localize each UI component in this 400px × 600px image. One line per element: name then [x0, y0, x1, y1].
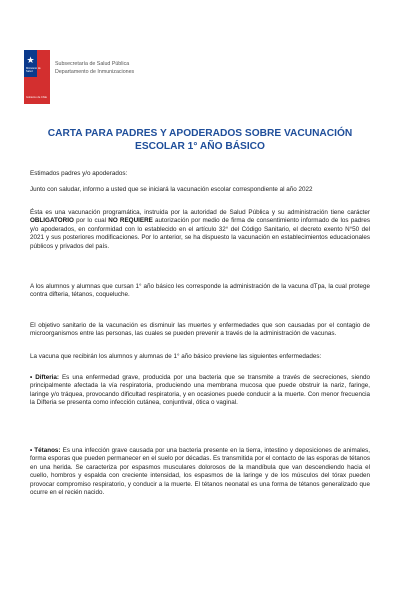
mandatory-text-e: autorización por medio de firma de consentimiento informado de los padres y/o apoderados, en conformidad con lo establecido en el artículo 32° del Código Sanitario, el decreto exento N°50 del 2021 y sus posteriores modificaciones. Por lo anterior, se ha dispuesto la vacunación en establecimientos educacionales públicos y privados del país. [30, 217, 370, 250]
diseases-intro-paragraph: La vacuna que recibirán los alumnos y alumnas de 1° año básico previene las siguientes enfermedades: [30, 353, 322, 360]
title-line-2: ESCOLAR 1° AÑO BÁSICO [135, 141, 265, 152]
mandatory-text-c: por lo cual [73, 217, 109, 225]
difteria-description: Es una enfermedad grave, producida por una bacteria que se transmite a través de secreciones, siendo principalmente afectada la vía respiratoria, produciendo una membrana mucosa que puede obstruir la nariz, faringe, laringe y/o tráquea, provocando dificultad respiratoria, y en ocasiones puede conducir a la muerte. Con menor frecuencia la Difteria se presenta como infección cutánea, conjuntival, ótica o vaginal. [30, 374, 370, 407]
org-departamento: Departamento de Inmunizaciones [55, 69, 135, 75]
bullet-marker: • [30, 374, 36, 381]
greeting: Estimados padres y/o apoderados: [30, 170, 128, 177]
star-icon: ★ [26, 55, 35, 65]
org-subsecretaria: Subsecretaría de Salud Pública [55, 61, 130, 67]
logo-red-bottom-block [24, 77, 50, 104]
logo-ministry-text: Ministerio de Salud [26, 67, 41, 73]
organization-header [55, 60, 134, 76]
tetanos-term: Tétanos: [34, 447, 61, 454]
difteria-term: Difteria: [35, 374, 59, 381]
not-required-emphasis: NO REQUIERE [108, 217, 153, 225]
bullet-difteria [30, 374, 370, 408]
vaccine-paragraph: A los alumnos y alumnas que cursan 1° año básico les corresponde la administración de la vacuna dTpa, la cual protege contra difteria, tétanos, coqueluche. [30, 283, 370, 299]
objective-paragraph: El objetivo sanitario de la vacunación es disminuir las muertes y enfermedades que son causadas por el contagio de microorganismos entre las personas, las cuales se pueden prevenir a través de la administración de vacunas. [30, 322, 370, 338]
title-line-1: CARTA PARA PADRES Y APODERADOS SOBRE VACUNACIÓN [47, 128, 353, 139]
mandatory-emphasis: OBLIGATORIO [30, 217, 74, 225]
ministry-logo [24, 50, 50, 104]
logo-government-text: Gobierno de Chile [26, 96, 47, 99]
letter-title [30, 127, 370, 153]
tetanos-description: Es una infección grave causada por una bacteria presente en la tierra, intestino y deposiciones de animales, forma esporas que pueden permanecer en el suelo por décadas. Es transmitida por el contacto de las esporas de tétanos en una herida. Se caracteriza por espasmos musculares dolorosos de la mandíbula que van descendiendo hacia el cuello, hombros y espalda con creciente intensidad, los espasmos de la laringe y de los músculos del tórax pueden provocar compromiso respiratorio, y conducir a la muerte. El tétanos neonatal es una forma de tétanos generalizado que ocurre en el recién nacido. [30, 447, 370, 497]
intro-paragraph: Junto con saludar, informo a usted que se iniciará la vacunación escolar correspondiente al año 2022 [30, 186, 313, 193]
mandatory-paragraph [30, 209, 370, 251]
bullet-tetanos [30, 447, 370, 497]
mandatory-text-a: Ésta es una vacunación programática, instruida por la autoridad de Salud Pública y su administración tiene carácter [30, 209, 370, 216]
bullet-marker: • [30, 447, 35, 454]
